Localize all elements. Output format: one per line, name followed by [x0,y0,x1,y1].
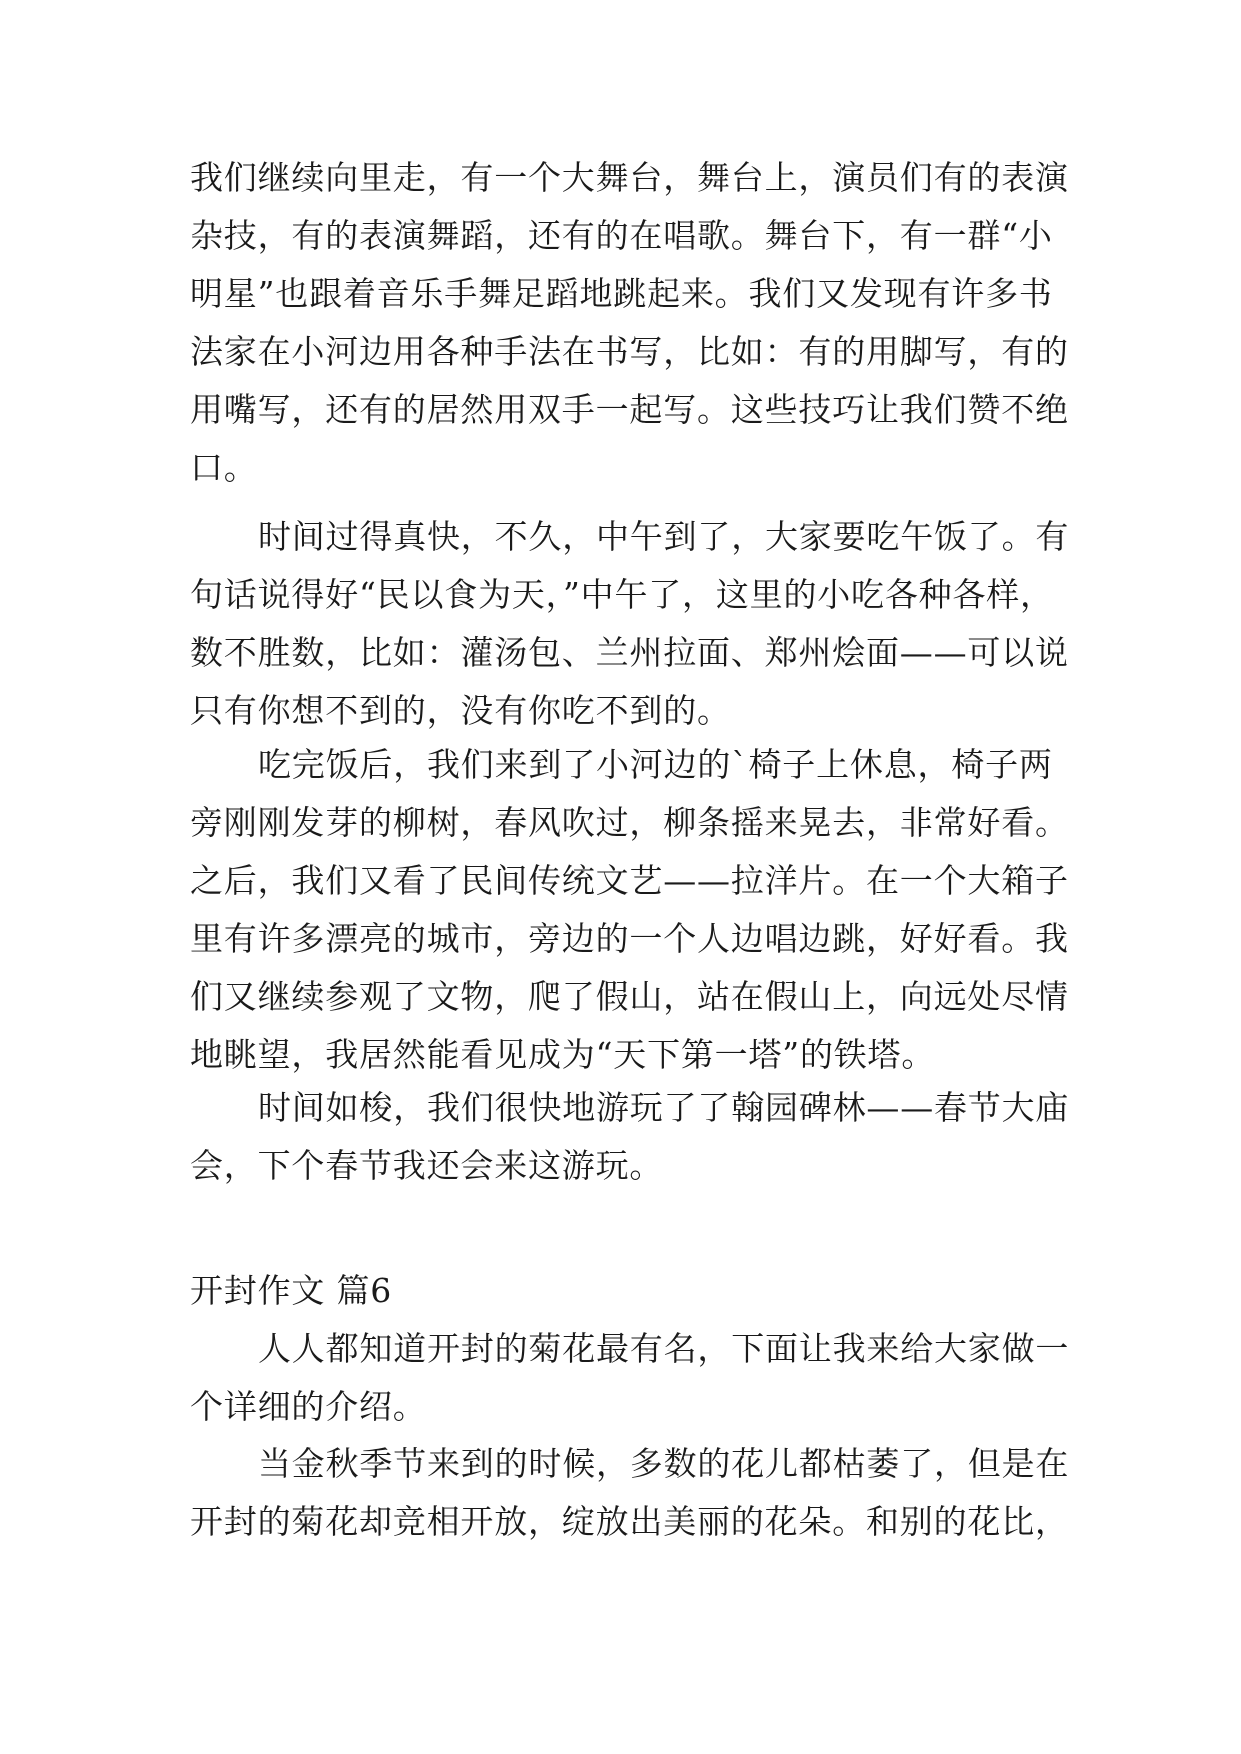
paragraph-4 [190,1079,1070,1195]
text-line: 我们继续向里走，有一个大舞台，舞台上，演员们有的表演 [190,158,1069,197]
paragraph-6 [190,1435,1070,1551]
text-line: 只有你想不到的，没有你吃不到的。 [190,691,731,730]
text-line: 时间过得真快，不久，中午到了，大家要吃午饭了。有 [258,517,1070,556]
text-line: 明星”也跟着音乐手舞足蹈地跳起来。我们又发现有许多书 [190,274,1053,313]
paragraph-3 [190,736,1070,1084]
text-line: 里有许多漂亮的城市，旁边的一个人边唱边跳，好好看。我 [190,919,1069,958]
paragraph-1 [190,149,1070,497]
text-line: 法家在小河边用各种手法在书写，比如：有的用脚写，有的 [190,332,1069,371]
text-line: 人人都知道开封的菊花最有名，下面让我来给大家做一 [258,1329,1070,1368]
text-line: 旁刚刚发芽的柳树，春风吹过，柳条摇来晃去，非常好看。 [190,803,1069,842]
text-line: 们又继续参观了文物，爬了假山，站在假山上，向远处尽情 [190,977,1069,1016]
text-line: 杂技，有的表演舞蹈，还有的在唱歌。舞台下，有一群“小 [190,216,1053,255]
text-line: 口。 [190,448,258,487]
text-line: 数不胜数，比如：灌汤包、兰州拉面、郑州烩面——可以说 [190,633,1069,672]
section-heading: 开封作文 篇6 [190,1271,393,1310]
text-line: 吃完饭后，我们来到了小河边的`椅子上休息，椅子两 [258,745,1053,784]
text-line: 地眺望，我居然能看见成为“天下第一塔”的铁塔。 [190,1035,936,1074]
text-line: 当金秋季节来到的时候，多数的花儿都枯萎了，但是在 [258,1444,1070,1483]
text-line: 句话说得好“民以食为天，”中午了，这里的小吃各种各样， [190,575,1054,614]
text-line: 会，下个春节我还会来这游玩。 [190,1146,664,1185]
paragraph-2 [190,508,1070,740]
text-line: 之后，我们又看了民间传统文艺——拉洋片。在一个大箱子 [190,861,1069,900]
paragraph-5 [190,1320,1070,1436]
text-line: 时间如梭，我们很快地游玩了了翰园碑林——春节大庙 [258,1088,1070,1127]
text-line: 用嘴写，还有的居然用双手一起写。这些技巧让我们赞不绝 [190,390,1069,429]
text-line: 个详细的介绍。 [190,1387,427,1426]
text-line: 开封的菊花却竞相开放，绽放出美丽的花朵。和别的花比， [190,1502,1069,1541]
